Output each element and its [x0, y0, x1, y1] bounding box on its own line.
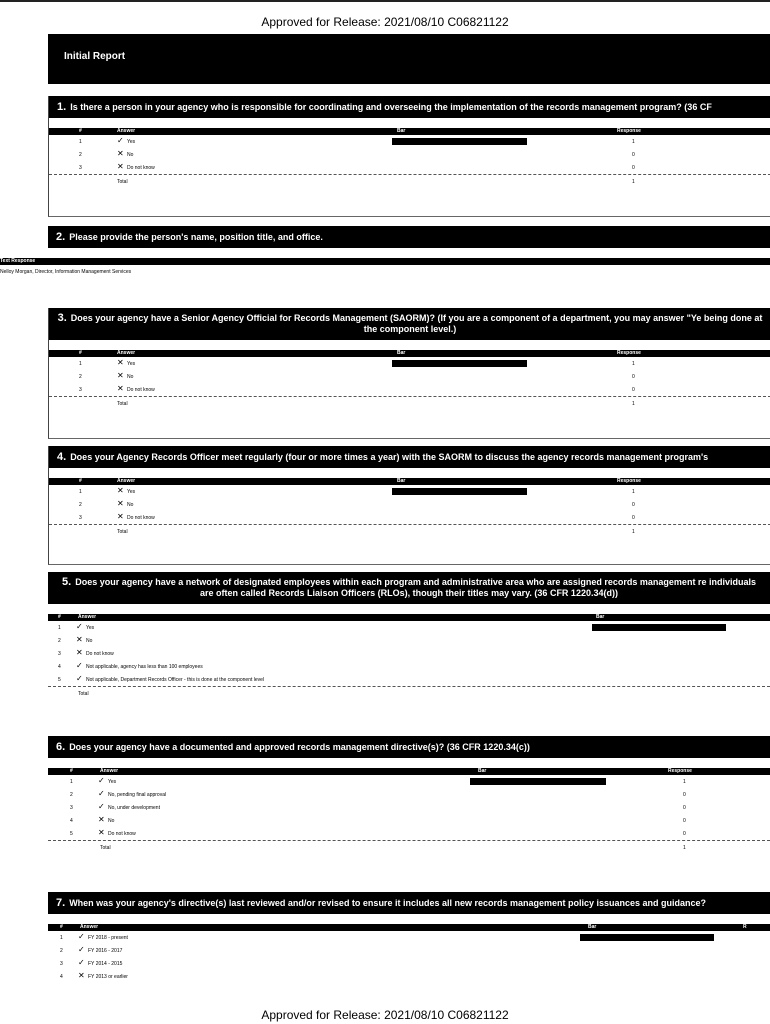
table-row: 2 ✕ No 0: [79, 371, 635, 380]
question-6-table-header: # Answer Bar Response: [48, 768, 770, 775]
question-7: [48, 892, 770, 992]
total-row: Total 1: [49, 396, 770, 410]
question-1-table-header: # Answer Bar Response: [49, 128, 770, 135]
question-1: [48, 96, 770, 217]
table-row: 3 ✓ No, under development 0: [70, 802, 686, 811]
question-2: [0, 226, 770, 288]
table-row: 2 ✕ No: [58, 635, 93, 644]
total-row: Total 1: [48, 840, 770, 854]
table-row: 4 ✓ Not applicable, agency has less than 100 employees: [58, 661, 203, 670]
table-row: 1 ✕ Yes 1: [79, 486, 635, 495]
response-bar: [470, 778, 606, 785]
question-7-table-header: # Answer Bar R: [48, 924, 770, 931]
text-response-header: Text Response: [0, 258, 770, 265]
question-5: [48, 572, 770, 724]
initial-report-title: Initial Report: [64, 51, 126, 62]
table-row: 4 ✕ FY 2013 or earlier: [60, 971, 128, 980]
initial-report-banner: [48, 34, 770, 84]
question-2-header: 2. Please provide the person's name, position title, and office.: [48, 226, 770, 248]
question-5-table-header: # Answer Bar: [48, 614, 770, 621]
table-row: 3 ✓ FY 2014 - 2015: [60, 958, 123, 967]
question-4: [48, 446, 770, 565]
table-row: 1 ✓ Yes 1: [70, 776, 686, 785]
response-bar: [392, 360, 527, 367]
table-row: 5 ✕ Do not know 0: [70, 828, 686, 837]
total-row: Total: [48, 686, 770, 700]
response-bar: [592, 624, 726, 631]
table-row: 3 ✕ Do not know 0: [79, 512, 635, 521]
question-1-header: 1. Is there a person in your agency who is responsible for coordinating and overseeing the implementation of the records management program? (36 CF: [49, 96, 770, 118]
table-row: 5 ✓ Not applicable, Department Records Officer - this is done at the component level: [58, 674, 265, 683]
table-row: 1 ✓ FY 2018 - present: [48, 931, 770, 944]
table-row: 2 ✕ No 0: [79, 149, 635, 158]
release-stamp-top: Approved for Release: 2021/08/10 C06821122: [261, 15, 509, 29]
response-bar: [580, 934, 714, 941]
question-3-header: 3. Does your agency have a Senior Agency Official for Records Management (SAORM)? (If you are a component of a department, you may answer "Ye being done at the component level.): [49, 308, 770, 340]
question-4-header: 4. Does your Agency Records Officer meet regularly (four or more times a year) with the SAORM to discuss the agency records management program's: [49, 446, 770, 468]
table-row: 2 ✓ FY 2016 - 2017: [60, 945, 123, 954]
response-bar: [392, 138, 527, 145]
table-row: 4 ✕ No 0: [70, 815, 686, 824]
table-row: 2 ✕ No 0: [79, 499, 635, 508]
question-6: [48, 736, 770, 878]
table-row: 1 ✕ Yes 1: [79, 358, 635, 367]
release-stamp-bottom: Approved for Release: 2021/08/10 C06821122: [261, 1008, 509, 1022]
total-row: Total 1: [49, 524, 770, 538]
question-6-header: 6. Does your agency have a documented and approved records management directive(s)? (36 CFR 1220.34(c)): [48, 736, 770, 758]
response-bar: [392, 488, 527, 495]
question-5-header: 5. Does your agency have a network of designated employees within each program and administrative area who are assigned records management re individuals are often called Records Liaison Officers (RLOs), though their titles may vary. (36 CFR 1220.34(d)): [48, 572, 770, 604]
top-rule: [0, 0, 770, 2]
total-row: Total 1: [49, 174, 770, 188]
table-row: 3 ✕ Do not know 0: [79, 162, 635, 171]
table-row: 1 ✓ Yes 1: [79, 136, 635, 145]
table-row: 2 ✓ No, pending final approval 0: [70, 789, 686, 798]
question-4-table-header: # Answer Bar Response: [49, 478, 770, 485]
question-7-header: 7. When was your agency's directive(s) last reviewed and/or revised to ensure it includes all new records management policy issuances and guidance?: [48, 892, 770, 914]
table-row: 1 ✓ Yes: [48, 621, 770, 634]
question-3: [48, 308, 770, 439]
table-row: 3 ✕ Do not know 0: [79, 384, 635, 393]
question-3-table-header: # Answer Bar Response: [49, 350, 770, 357]
table-row: 3 ✕ Do not know: [58, 648, 114, 657]
text-response: Nelloy Morgan, Director, Information Management Services: [0, 269, 132, 275]
